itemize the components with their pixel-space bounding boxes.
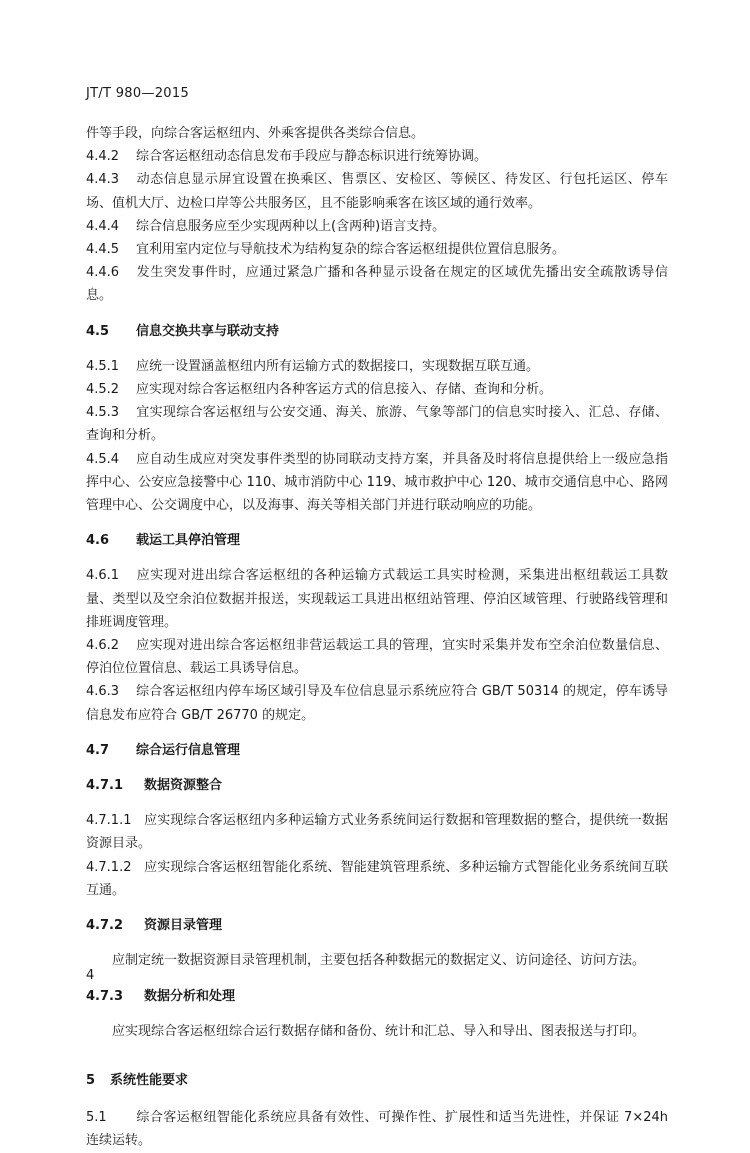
clause-number: 4.6.3: [86, 684, 120, 700]
chapter-heading-5: [86, 1069, 668, 1092]
section-heading-4-7: [86, 739, 668, 762]
heading-number: 4.7.1: [86, 778, 124, 794]
clause-4-6-2: [86, 634, 668, 680]
subsection-heading-4-7-2: [86, 914, 668, 937]
section-heading-4-5: [86, 320, 668, 343]
heading-number: 4.5: [86, 323, 110, 339]
page-number: 4: [86, 968, 95, 983]
continued-paragraph: 件等手段，向综合客运枢纽内、外乘客提供各类综合信息。: [86, 126, 425, 141]
clause-number: 4.4.3: [86, 172, 120, 188]
clause-number: 4.6.1: [86, 568, 120, 584]
subsection-heading-4-7-3: [86, 985, 668, 1008]
section-heading-4-6: [86, 529, 668, 552]
document-body: [86, 122, 668, 1153]
heading-number: 4.7.3: [86, 988, 124, 1004]
clause-text: 应实现对综合客运枢纽内各种客运方式的信息接入、存储、查询和分析。: [136, 382, 553, 398]
heading-text: 资源目录管理: [144, 918, 223, 934]
heading-number: 4.7.2: [86, 918, 124, 934]
clause-4-4-6: [86, 261, 668, 307]
clause-number: 4.6.2: [86, 638, 120, 654]
clause-number: 4.5.2: [86, 382, 120, 398]
clause-text: 应实现对进出综合客运枢纽的各种运输方式载运工具实时检测，采集进出枢纽载运工具数量、类型以及空余泊位数据并报送，实现载运工具进出枢纽站管理、停泊区域管理、行驶路线管理和排班调度管理。: [86, 568, 668, 630]
clause-number: 4.4.4: [86, 218, 120, 234]
paragraph-4-7-3: 应实现综合客运枢纽综合运行数据存储和备份、统计和汇总、导入和导出、图表报送与打印。: [112, 1023, 646, 1039]
heading-text: 信息交换共享与联动支持: [136, 323, 280, 339]
heading-text: 载运工具停泊管理: [136, 533, 241, 549]
clause-4-5-2: [86, 378, 668, 401]
heading-text: 数据资源整合: [144, 778, 223, 794]
heading-text: 综合运行信息管理: [136, 742, 241, 758]
paragraph-4-7-2: 应制定统一数据资源目录管理机制，主要包括各种数据元的数据定义、访问途径、访问方法。: [112, 953, 646, 969]
clause-5-1: [86, 1106, 668, 1152]
clause-text: 综合信息服务应至少实现两种以上(含两种)语言支持。: [136, 218, 446, 234]
clause-4-6-3: [86, 680, 668, 726]
clause-4-6-1: [86, 564, 668, 634]
clause-4-4-5: [86, 238, 668, 261]
clause-4-4-3: [86, 168, 668, 214]
clause-text: 宜实现综合客运枢纽与公安交通、海关、旅游、气象等部门的信息实时接入、汇总、存储、查询和分析。: [86, 405, 668, 444]
clause-text: 综合客运枢纽智能化系统应具备有效性、可操作性、扩展性和适当先进性，并保证 7×24h 连续运转。: [86, 1110, 668, 1149]
clause-4-5-3: [86, 401, 668, 447]
clause-4-5-1: [86, 355, 668, 378]
clause-4-4-2: [86, 145, 668, 168]
clause-text: 综合客运枢纽动态信息发布手段应与静态标识进行统筹协调。: [136, 149, 488, 165]
clause-text: 应统一设置涵盖枢纽内所有运输方式的数据接口，实现数据互联互通。: [136, 358, 540, 374]
clause-number: 5.1: [86, 1110, 107, 1126]
clause-text: 动态信息显示屏宜设置在换乘区、售票区、安检区、等候区、待发区、行包托运区、停车场、值机大厅、边检口岸等公共服务区，且不能影响乘客在该区域的通行效率。: [86, 172, 668, 211]
clause-number: 4.5.3: [86, 405, 120, 421]
clause-number: 4.5.4: [86, 451, 120, 467]
clause-number: 4.5.1: [86, 358, 120, 374]
clause-4-4-4: [86, 215, 668, 238]
clause-text: 宜利用室内定位与导航技术为结构复杂的综合客运枢纽提供位置信息服务。: [136, 242, 566, 258]
heading-text: 系统性能要求: [110, 1072, 189, 1088]
heading-number: 4.7: [86, 742, 110, 758]
clause-text: 应实现综合客运枢纽智能化系统、智能建筑管理系统、多种运输方式智能化业务系统间互联互通。: [86, 859, 668, 898]
clause-4-7-1-1: [86, 809, 668, 855]
clause-text: 应自动生成应对突发事件类型的协同联动支持方案，并具备及时将信息提供给上一级应急指挥中心、公安应急接警中心 110、城市消防中心 119、城市救护中心 120、城市交通信息中心、路网管理中心、公交调度中心，以及海事、海关等相关部门并进行联动响应的功能。: [86, 451, 668, 514]
clause-number: 4.7.1.2: [86, 859, 132, 875]
standard-code: JT/T 980—2015: [86, 86, 190, 101]
clause-number: 4.4.2: [86, 149, 120, 165]
clause-text: 应实现综合客运枢纽内多种运输方式业务系统间运行数据和管理数据的整合，提供统一数据资源目录。: [86, 813, 668, 852]
clause-4-5-4: [86, 448, 668, 518]
clause-text: 发生突发事件时，应通过紧急广播和各种显示设备在规定的区域优先播出安全疏散诱导信息。: [86, 265, 668, 304]
clause-4-7-1-2: [86, 856, 668, 902]
clause-text: 应实现对进出综合客运枢纽非营运载运工具的管理，宜实时采集并发布空余泊位数量信息、停泊位位置信息、载运工具诱导信息。: [86, 638, 668, 677]
clause-text: 综合客运枢纽内停车场区域引导及车位信息显示系统应符合 GB/T 50314 的规定，停车诱导信息发布应符合 GB/T 26770 的规定。: [86, 684, 668, 723]
heading-text: 数据分析和处理: [144, 988, 236, 1004]
heading-number: 4.6: [86, 533, 110, 549]
clause-number: 4.4.6: [86, 265, 120, 281]
subsection-heading-4-7-1: [86, 774, 668, 797]
clause-number: 4.7.1.1: [86, 813, 132, 829]
heading-number: 5: [86, 1072, 96, 1088]
clause-number: 4.4.5: [86, 242, 120, 258]
